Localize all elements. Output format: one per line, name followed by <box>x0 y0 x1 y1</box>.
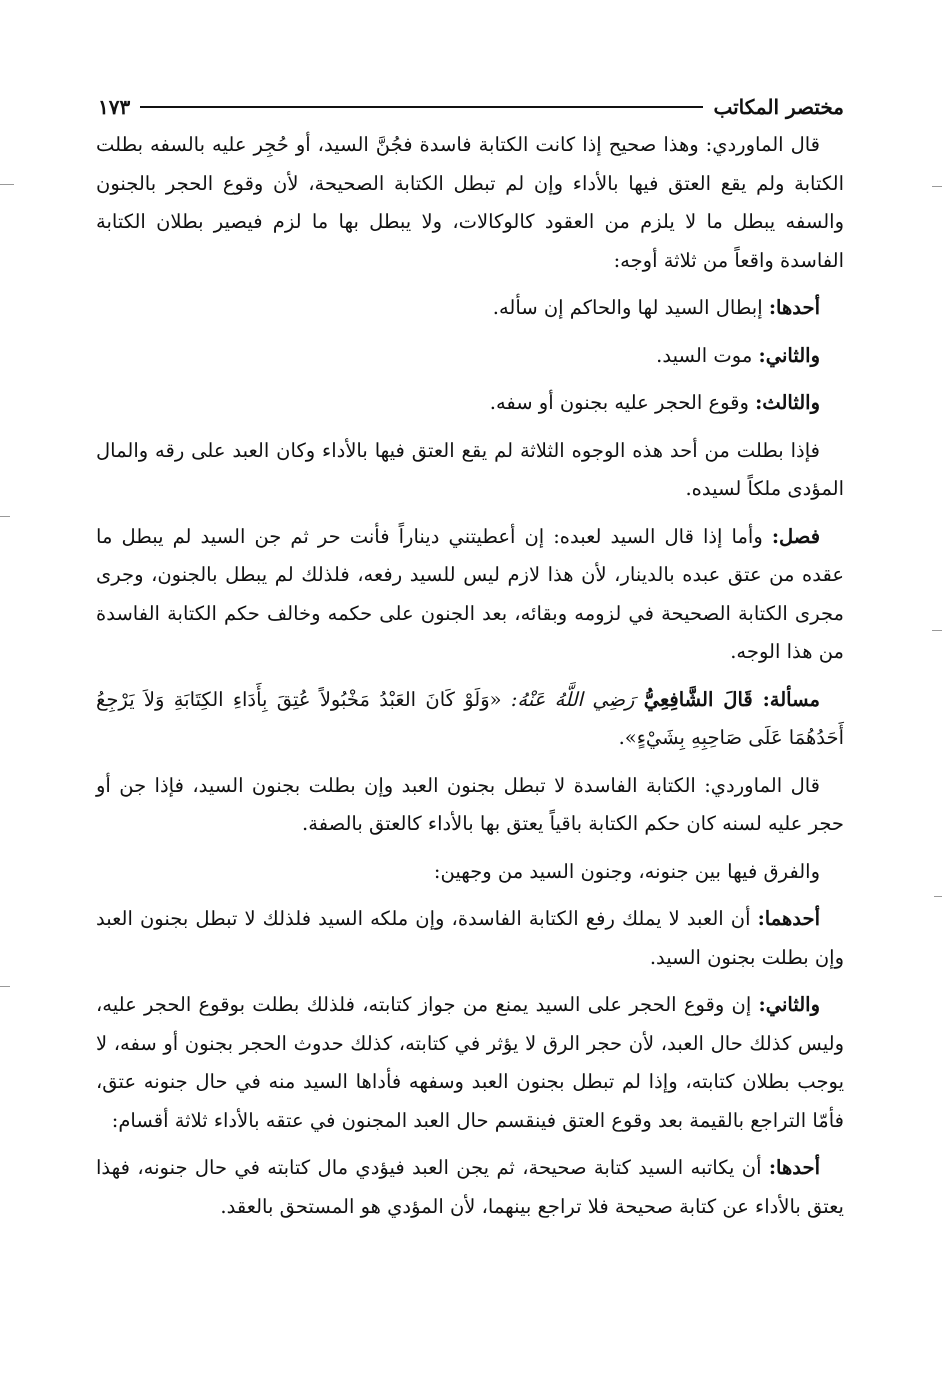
paragraph <box>96 900 844 977</box>
page-body <box>96 126 844 1235</box>
paragraph-heading: فصل: <box>771 524 821 548</box>
page-number: ١٧٣ <box>98 95 131 119</box>
scan-mark <box>932 630 942 631</box>
paragraph-heading: أحدهما: <box>757 907 820 930</box>
paragraph-heading: والثالث: <box>755 391 820 414</box>
paragraph <box>96 853 844 892</box>
paragraph-text: إن وقوع الحجر على السيد يمنع من جواز كتابته، فلذلك بطلت بوقوع الحجر عليه، وليس كذلك حال العبد، لأن حجر الرق لا يؤثر في كتابته، كذلك حدوث الحجر بجنون أو سفه، لا يوجب بطلان كتابته، وإذا لم تبطل بجنون العبد وسفهه فأداها السيد منه في حال جنونه عتق، فأمّا التراجع بالقيمة بعد وقوع العتق فينقسم حال العبد المجنون في عتقه بالأداء ثلاثة أقسام: <box>96 993 844 1132</box>
chapter-title: مختصر المكاتب <box>713 95 844 119</box>
paragraph <box>96 432 844 509</box>
running-header <box>98 90 844 124</box>
paragraph-text: وأما إذا قال السيد لعبده: إن أعطيتني ديناراً فأنت حر ثم جن السيد لم يبطل ما عقده من عتق عبده بالدينار، لأن هذا لازم ليس للسيد رفعه، فلذلك لم يبطل بالجنون، وجرى مجرى الكتابة الصحيحة في لزومه وبقائه، بعد الجنون على حكمه وخالف حكم الكتابة الفاسدة من هذا الوجه. <box>96 524 844 663</box>
scan-mark <box>0 986 10 987</box>
paragraph <box>96 1149 844 1226</box>
paragraph-heading: أحدها: <box>768 1156 820 1179</box>
paragraph-text: وقوع الحجر عليه بجنون أو سفه. <box>489 391 749 414</box>
paragraph <box>96 518 844 672</box>
paragraph-text: قال الماوردي: الكتابة الفاسدة لا تبطل بجنون العبد وإن بطلت بجنون السيد، فإذا جن أو حجر عليه لسنه كان حكم الكتابة باقياً يعتق بها بالأداء كالعتق بالصفة. <box>96 773 844 835</box>
paragraph-invocation: رَضِي اللَّهُ عَنْهُ: <box>510 687 635 711</box>
paragraph-heading: مسألة: قَالَ الشَّافِعِيُّ <box>643 687 820 711</box>
paragraph-text: فإذا بطلت من أحد هذه الوجوه الثلاثة لم يقع العتق فيها بالأداء وكان العبد على رقه والمال المؤدى ملكاً لسيده. <box>96 438 844 500</box>
paragraph-text: أن العبد لا يملك رفع الكتابة الفاسدة، وإن ملكه السيد فلذلك لا تبطل بجنون العبد وإن بطلت بجنون السيد. <box>96 907 844 969</box>
paragraph-text: والفرق فيها بين جنونه، وجنون السيد من وجهين: <box>433 859 820 883</box>
paragraph <box>96 337 844 376</box>
paragraph-heading: أحدها: <box>768 296 820 319</box>
paragraph <box>96 986 844 1140</box>
paragraph <box>96 767 844 844</box>
scan-mark <box>932 186 942 187</box>
paragraph <box>96 289 844 328</box>
paragraph <box>96 681 844 758</box>
paragraph-text: إبطال السيد لها والحاكم إن سأله. <box>492 296 763 319</box>
scan-mark <box>934 896 942 897</box>
paragraph-heading: والثاني: <box>758 993 820 1016</box>
paragraph-text: موت السيد. <box>656 343 753 367</box>
paragraph <box>96 384 844 423</box>
scan-mark <box>0 184 14 185</box>
paragraph-text: قال الماوردي: وهذا صحيح إذا كانت الكتابة فاسدة فجُنَّ السيد، أو حُجِر عليه بالسفه بطلت الكتابة ولم يقع العتق فيها بالأداء وإن لم تبطل الكتابة الصحيحة، لأن وقوع الحجر بالجنون والسفه يبطل ما لا يلزم من العقود كالوكالات، ولا يبطل بها ما لزم فيصير بطلان الكتابة الفاسدة واقعاً من ثلاثة أوجه: <box>96 133 844 272</box>
header-rule <box>140 106 703 108</box>
paragraph <box>96 126 844 280</box>
paragraph-text: أن يكاتبه السيد كتابة صحيحة، ثم يجن العبد فيؤدي مال كتابته في حال جنونه، فهذا يعتق بالأداء عن كتابة صحيحة فلا تراجع بينهما، لأن المؤدي هو المستحق بالعقد. <box>96 1156 844 1218</box>
paragraph-heading: والثاني: <box>758 343 820 367</box>
paragraph-text: «وَلَوْ كَانَ العَبْدُ مَخْبُولاً عُتِقَ بِأَدَاءِ الكِتَابَةِ وَلاَ يَرْجِعُ أَحَدُهُمَا عَلَى صَاحِبِهِ بِشَيْءٍ». <box>96 687 844 749</box>
scan-mark <box>0 516 10 517</box>
